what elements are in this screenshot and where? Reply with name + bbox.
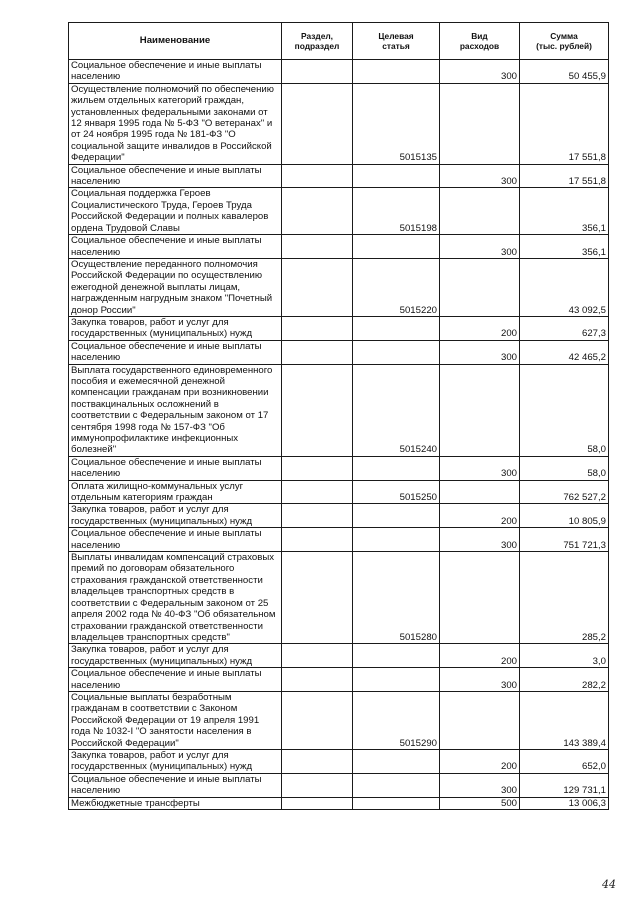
table-row	[69, 164, 609, 188]
table-row	[69, 480, 609, 504]
cell-target	[353, 340, 440, 364]
table-row	[69, 749, 609, 773]
cell-type	[440, 188, 520, 235]
cell-section	[282, 480, 353, 504]
header-name: Наименование	[69, 23, 282, 60]
header-target: Целевая статья	[353, 23, 440, 60]
cell-type	[440, 258, 520, 316]
cell-type: 300	[440, 60, 520, 84]
cell-type	[440, 552, 520, 644]
cell-type	[440, 691, 520, 749]
cell-section	[282, 60, 353, 84]
cell-sum: 58,0	[520, 456, 609, 480]
cell-name: Выплаты инвалидам компенсаций страховых премий по договорам обязательного страхования гражданской ответственности владельцев транспортных средств в соответствии с Федеральным законом от 25 апреля 2002 года № 40-ФЗ "Об обязательном страховании гражданской ответственности владельцев транспортных средств"	[69, 552, 282, 644]
table-row	[69, 456, 609, 480]
cell-sum: 652,0	[520, 749, 609, 773]
cell-name: Осуществление полномочий по обеспечению жильем отдельных категорий граждан, установленных федеральными законами от 12 января 1995 года № 5-ФЗ "О ветеранах" и от 24 ноября 1995 года № 181-ФЗ "О социальной защите инвалидов в Российской Федерации"	[69, 83, 282, 164]
cell-section	[282, 644, 353, 668]
cell-type: 300	[440, 340, 520, 364]
cell-type: 300	[440, 456, 520, 480]
cell-type: 200	[440, 316, 520, 340]
cell-target	[353, 773, 440, 797]
cell-sum: 627,3	[520, 316, 609, 340]
table-row	[69, 60, 609, 84]
cell-sum: 50 455,9	[520, 60, 609, 84]
cell-sum: 143 389,4	[520, 691, 609, 749]
header-section: Раздел, подраздел	[282, 23, 353, 60]
table-row	[69, 188, 609, 235]
page-number: 44	[602, 878, 616, 891]
cell-section	[282, 235, 353, 259]
cell-section	[282, 364, 353, 456]
cell-name: Социальные выплаты безработным гражданам в соответствии с Законом Российской Федерации от 19 апреля 1991 года № 1032-I "О занятости населения в Российской Федерации"	[69, 691, 282, 749]
table-row	[69, 528, 609, 552]
cell-type	[440, 83, 520, 164]
cell-target: 5015198	[353, 188, 440, 235]
table-row	[69, 797, 609, 809]
cell-type: 300	[440, 235, 520, 259]
cell-section	[282, 83, 353, 164]
header-type: Вид расходов	[440, 23, 520, 60]
cell-target	[353, 504, 440, 528]
table-row	[69, 691, 609, 749]
cell-name: Социальное обеспечение и иные выплаты населению	[69, 456, 282, 480]
cell-target	[353, 456, 440, 480]
budget-table	[68, 22, 609, 810]
cell-sum: 751 721,3	[520, 528, 609, 552]
cell-sum: 58,0	[520, 364, 609, 456]
cell-target	[353, 235, 440, 259]
cell-type: 200	[440, 644, 520, 668]
table-row	[69, 504, 609, 528]
cell-name: Закупка товаров, работ и услуг для государственных (муниципальных) нужд	[69, 504, 282, 528]
cell-name: Социальное обеспечение и иные выплаты населению	[69, 340, 282, 364]
cell-type: 200	[440, 749, 520, 773]
table-header	[69, 23, 609, 60]
table-row	[69, 316, 609, 340]
cell-target	[353, 528, 440, 552]
cell-target: 5015220	[353, 258, 440, 316]
cell-name: Социальное обеспечение и иные выплаты населению	[69, 528, 282, 552]
cell-target	[353, 316, 440, 340]
table-row	[69, 773, 609, 797]
cell-target: 5015280	[353, 552, 440, 644]
cell-name: Оплата жилищно-коммунальных услуг отдельным категориям граждан	[69, 480, 282, 504]
table-row	[69, 552, 609, 644]
cell-type: 300	[440, 773, 520, 797]
table-row	[69, 364, 609, 456]
cell-sum: 356,1	[520, 188, 609, 235]
cell-name: Закупка товаров, работ и услуг для государственных (муниципальных) нужд	[69, 316, 282, 340]
cell-name: Закупка товаров, работ и услуг для государственных (муниципальных) нужд	[69, 644, 282, 668]
cell-name: Социальное обеспечение и иные выплаты населению	[69, 773, 282, 797]
table-row	[69, 235, 609, 259]
cell-section	[282, 528, 353, 552]
cell-section	[282, 504, 353, 528]
cell-section	[282, 164, 353, 188]
cell-sum: 285,2	[520, 552, 609, 644]
cell-sum: 42 465,2	[520, 340, 609, 364]
cell-sum: 13 006,3	[520, 797, 609, 809]
cell-section	[282, 188, 353, 235]
cell-section	[282, 749, 353, 773]
cell-type: 500	[440, 797, 520, 809]
cell-type: 300	[440, 164, 520, 188]
cell-target	[353, 749, 440, 773]
cell-section	[282, 340, 353, 364]
table-row	[69, 258, 609, 316]
cell-name: Межбюджетные трансферты	[69, 797, 282, 809]
cell-type: 300	[440, 528, 520, 552]
cell-target	[353, 797, 440, 809]
cell-sum: 10 805,9	[520, 504, 609, 528]
cell-section	[282, 456, 353, 480]
cell-name: Социальная поддержка Героев Социалистического Труда, Героев Труда Российской Федерации и полных кавалеров ордена Трудовой Славы	[69, 188, 282, 235]
cell-sum: 356,1	[520, 235, 609, 259]
cell-section	[282, 668, 353, 692]
cell-sum: 17 551,8	[520, 164, 609, 188]
cell-name: Социальное обеспечение и иные выплаты населению	[69, 235, 282, 259]
cell-sum: 762 527,2	[520, 480, 609, 504]
cell-sum: 3,0	[520, 644, 609, 668]
table-row	[69, 340, 609, 364]
cell-section	[282, 258, 353, 316]
cell-sum: 43 092,5	[520, 258, 609, 316]
cell-name: Социальное обеспечение и иные выплаты населению	[69, 164, 282, 188]
table-body	[69, 60, 609, 810]
cell-section	[282, 552, 353, 644]
cell-section	[282, 797, 353, 809]
cell-name: Выплата государственного единовременного пособия и ежемесячной денежной компенсации гражданам при возникновении поствакцинальных осложнений в соответствии с Федеральным законом от 17 сентября 1998 года № 157-ФЗ "Об иммунопрофилактике инфекционных болезней"	[69, 364, 282, 456]
cell-sum: 129 731,1	[520, 773, 609, 797]
cell-type	[440, 364, 520, 456]
cell-target	[353, 164, 440, 188]
cell-target	[353, 60, 440, 84]
cell-type: 200	[440, 504, 520, 528]
cell-name: Закупка товаров, работ и услуг для государственных (муниципальных) нужд	[69, 749, 282, 773]
cell-section	[282, 316, 353, 340]
table-row	[69, 668, 609, 692]
cell-name: Социальное обеспечение и иные выплаты населению	[69, 668, 282, 692]
cell-target: 5015135	[353, 83, 440, 164]
cell-target: 5015290	[353, 691, 440, 749]
header-sum: Сумма (тыс. рублей)	[520, 23, 609, 60]
table-row	[69, 644, 609, 668]
cell-type: 300	[440, 668, 520, 692]
cell-target: 5015250	[353, 480, 440, 504]
cell-sum: 282,2	[520, 668, 609, 692]
table-row	[69, 83, 609, 164]
cell-sum: 17 551,8	[520, 83, 609, 164]
cell-target: 5015240	[353, 364, 440, 456]
cell-section	[282, 691, 353, 749]
cell-type	[440, 480, 520, 504]
cell-section	[282, 773, 353, 797]
cell-target	[353, 668, 440, 692]
cell-name: Осуществление переданного полномочия Российской Федерации по осуществлению ежегодной денежной выплаты лицам, награжденным нагрудным знаком "Почетный донор России"	[69, 258, 282, 316]
cell-target	[353, 644, 440, 668]
cell-name: Социальное обеспечение и иные выплаты населению	[69, 60, 282, 84]
header-row	[69, 23, 609, 60]
